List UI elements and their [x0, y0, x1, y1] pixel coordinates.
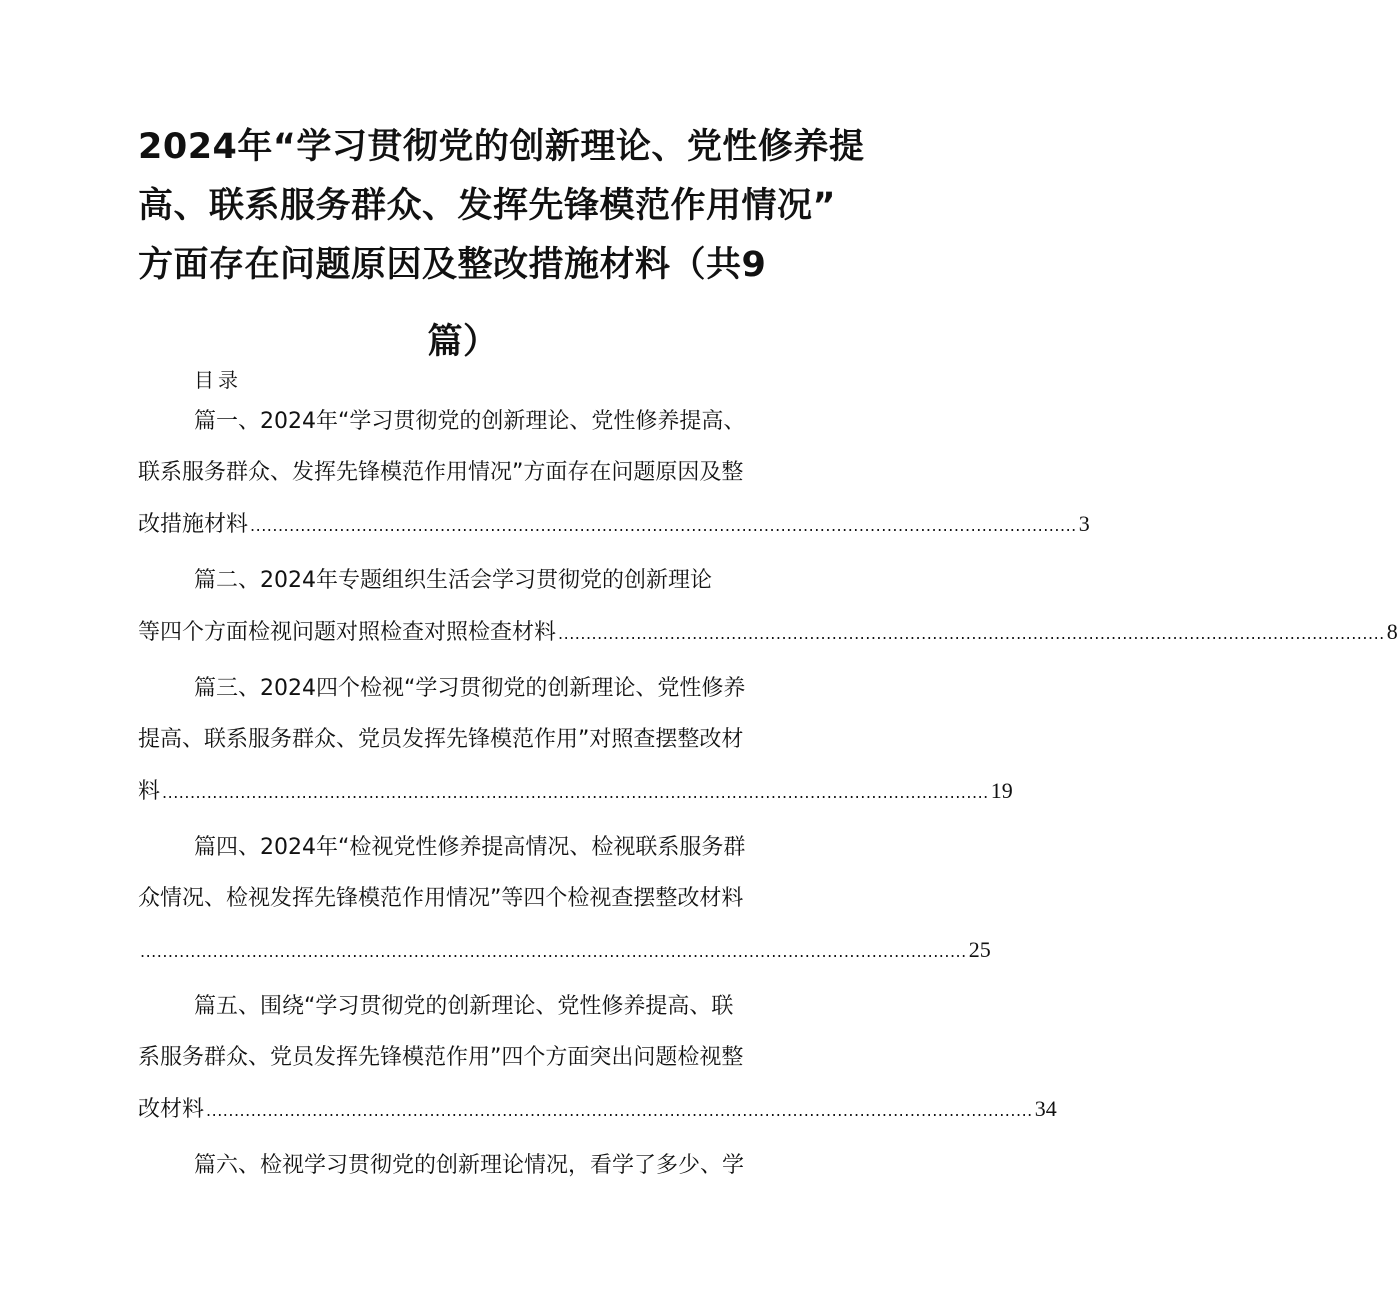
- page-number: 34: [1034, 1096, 1057, 1121]
- toc-entry-line: 联系服务群众、发挥先锋模范作用情况”方面存在问题原因及整: [138, 460, 744, 485]
- toc-heading: 目录: [194, 368, 242, 392]
- toc-entry-line: 众情况、检视发挥先锋模范作用情况”等四个检视查摆整改材料: [138, 886, 744, 911]
- title-line-4: 篇）: [427, 322, 499, 362]
- dot-leader: ....................................................................................................................................................: [206, 1101, 1033, 1120]
- title-line-1: 2024年“学习贯彻党的创新理论、党性修养提: [138, 127, 865, 167]
- toc-entry-1[interactable]: [138, 396, 1090, 551]
- toc-entry-line: 篇二、2024年专题组织生活会学习贯彻党的创新理论: [194, 568, 712, 593]
- toc-entry-line: 篇三、2024四个检视“学习贯彻党的创新理论、党性修养: [194, 676, 746, 701]
- page-number: 25: [968, 937, 991, 962]
- toc-entry-line: 篇六、检视学习贯彻党的创新理论情况，看学了多少、学: [194, 1153, 745, 1178]
- toc-entry-leader-line: [138, 1083, 1057, 1136]
- toc-entry-line: 改措施材料: [138, 512, 249, 537]
- toc-entry-line: 篇一、2024年“学习贯彻党的创新理论、党性修养提高、: [194, 409, 746, 434]
- title-line-3: 方面存在问题原因及整改措施材料（共9: [138, 245, 767, 285]
- page-number: 3: [1078, 511, 1090, 536]
- toc-entry-line: 料: [138, 779, 161, 804]
- dot-leader: ....................................................................................................................................................: [250, 516, 1077, 535]
- toc-entry-4[interactable]: [138, 822, 991, 977]
- toc-entry-5[interactable]: [138, 981, 1057, 1136]
- page-number: 19: [990, 778, 1013, 803]
- toc-entry-line: 篇五、围绕“学习贯彻党的创新理论、党性修养提高、联: [194, 994, 734, 1019]
- toc-entry-line: 篇四、2024年“检视党性修养提高情况、检视联系服务群: [194, 835, 746, 860]
- toc-entry-leader-line: [138, 924, 991, 977]
- toc-entry-3[interactable]: [138, 663, 1013, 818]
- toc-entry-leader-line: [138, 765, 1013, 818]
- toc-entry-leader-line: [138, 498, 1090, 551]
- toc-entry-line: 改材料: [138, 1097, 205, 1122]
- toc-entry-6[interactable]: [138, 1140, 788, 1191]
- dot-leader: ....................................................................................................................................................: [140, 942, 967, 961]
- toc-entry-2[interactable]: [138, 555, 1398, 659]
- toc-entry-leader-line: [138, 606, 1398, 659]
- dot-leader: ....................................................................................................................................................: [558, 624, 1385, 643]
- dot-leader: ....................................................................................................................................................: [162, 783, 989, 802]
- toc-entry-line: 提高、联系服务群众、党员发挥先锋模范作用”对照查摆整改材: [138, 727, 744, 752]
- table-of-contents: [138, 396, 1398, 1195]
- document-title: [138, 118, 865, 372]
- page-number: 8: [1386, 619, 1398, 644]
- toc-entry-line: 等四个方面检视问题对照检查对照检查材料: [138, 620, 557, 645]
- toc-entry-line: 系服务群众、党员发挥先锋模范作用”四个方面突出问题检视整: [138, 1045, 744, 1070]
- title-line-2: 高、联系服务群众、发挥先锋模范作用情况”: [138, 186, 837, 226]
